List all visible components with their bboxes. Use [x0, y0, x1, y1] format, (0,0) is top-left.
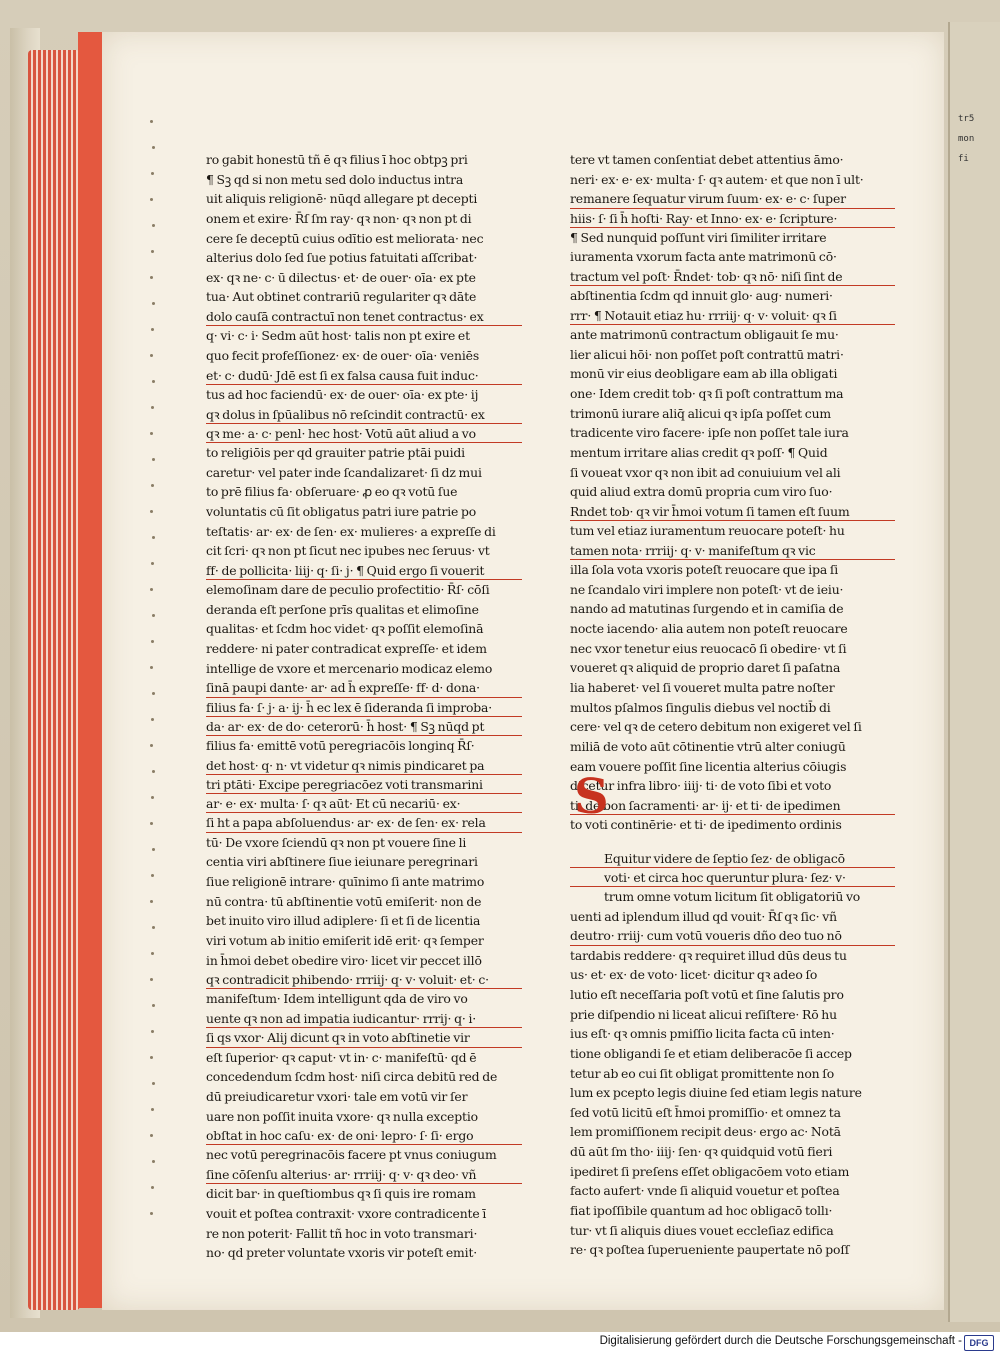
text-line: ar· e· ex· multa· ſ· qꝛ aūt· Et cū necariū· ex·	[206, 794, 522, 813]
text-line: lutio eſt neceſſaria poſt votū et ſine ſalutis pro	[570, 987, 844, 1002]
text-line: tradicente viro facere· ipſe non poſſet tale iura	[570, 425, 849, 441]
text-line: remanere ſequatur virum ſuum· ex· e· c· ſuper	[570, 189, 895, 208]
right-text-column	[570, 150, 895, 1260]
text-line: dolo cauſā contractuī non tenet contractus· ex	[206, 307, 522, 326]
text-line: eam vouere poſſit ſine licentia alterius cōiugis	[570, 758, 847, 774]
text-line: ti· de bon ſacramenti· ar· ij· et ti· de ipedimen	[570, 796, 895, 815]
text-line: caretur· vel pater inde ſcandalizaret· ſi dz mui	[206, 464, 482, 480]
facing-fragment: mon	[958, 134, 975, 144]
sewing-hole	[152, 1082, 155, 1085]
text-line: ſine cōſenſu alterius· ar· rrriij· q· v· qꝛ deo· vñ	[206, 1165, 522, 1184]
text-line: tus ad hoc faciendū· ex· de ouer· oīa· ex pte· ij	[206, 386, 479, 402]
text-line: nocte iacendo· alia autem non poteſt reuocare	[570, 621, 848, 637]
sewing-hole	[152, 458, 155, 461]
text-line: tua· Aut obtinet contrariū regulariter qꝛ dāte	[206, 289, 477, 305]
sewing-hole	[152, 536, 155, 539]
text-line: tri ptāti· Excipe peregriacōez voti transmarini	[206, 775, 522, 794]
text-line: ſi voueat vxor qꝛ non ibit ad conuiuium vel ali	[570, 464, 841, 480]
text-line: facto aufert· vnde ſi aliquid vouetur et poſtea	[570, 1183, 840, 1199]
sewing-hole	[150, 276, 153, 279]
text-line: qꝛ me· a· c· penl· hec host· Votū aūt aliud a vo	[206, 424, 522, 443]
facing-fragment: tr5	[958, 114, 975, 124]
text-line: qꝛ contradicit phibendo· rrriij· q· v· voluit· et· c·	[206, 970, 522, 989]
text-line: uente qꝛ non ad impatia iudicantur· rrrij· q· i·	[206, 1009, 522, 1028]
text-line: vouit et poſtea contraxit· vxore contradicente ī	[206, 1205, 487, 1221]
sewing-hole	[151, 640, 154, 643]
sewing-hole	[150, 1056, 153, 1059]
text-line: ex· qꝛ ne· c· ū dilectus· et· de ouer· oīa· ex pte	[206, 269, 476, 285]
text-line: nando ad matutinas ſurgendo et in camiſia de	[570, 601, 844, 617]
text-line: qualitas· et ſcdm hoc videt· qꝛ poſſit elemoſinā	[206, 621, 484, 637]
text-line: to prē filius fa· obſeruare· ꝓ eo qꝛ votū ſue	[206, 484, 458, 500]
sewing-hole	[152, 1004, 155, 1007]
text-line: dicetur infra libro· iiij· ti· de voto ſibi et voto	[570, 778, 832, 794]
text-line: filius fa· ſ· j· a· ij· h̄ ec lex ē ſideranda ſi improba·	[206, 698, 522, 717]
facing-page-edge	[948, 22, 1000, 1322]
sewing-hole	[152, 926, 155, 929]
sewing-hole	[151, 250, 154, 253]
sewing-hole	[150, 1134, 153, 1137]
sewing-hole	[150, 432, 153, 435]
text-line: trimonū iurare aliq̄ alicui qꝛ ipſa poſſet cum	[570, 405, 832, 421]
text-line: re· qꝛ poſtea ſuperueniente paupertate nō poſſ	[570, 1242, 850, 1258]
text-line: tetur ab eo cui ſit obligat promittente non ſo	[570, 1065, 835, 1081]
text-line: q· vi· c· i· Sedm aūt host· talis non pt exire et	[206, 328, 470, 344]
text-line: one· Idem credit tob· qꝛ ſi poſt contrattum ma	[570, 386, 844, 402]
sewing-hole	[151, 406, 154, 409]
sewing-hole	[151, 796, 154, 799]
text-line: tū· De vxore ſciendū qꝛ non pt vouere ſine li	[206, 834, 467, 850]
sewing-hole	[152, 302, 155, 305]
sewing-hole	[151, 952, 154, 955]
text-line: onem et exire· R̄ſ ſm ray· qꝛ non· qꝛ non pt di	[206, 210, 472, 226]
text-line: lum ex pcepto legis diuine ſed etiam legis nature	[570, 1085, 862, 1101]
text-line: re non poterit· Fallit tñ hoc in voto transmari·	[206, 1225, 478, 1241]
text-line: to voti continērie· et ti· de ipedimento ordinis	[570, 817, 842, 833]
text-line: reddere· ni pater contradicat expreſſe· et idem	[206, 641, 487, 657]
text-line: tione obligandi ſe et etiam deliberacōe ſi accep	[570, 1045, 852, 1061]
text-line: quid aliud extra domū propria cum viro ſuo·	[570, 484, 833, 500]
text-line: concedendum ſcdm host· niſi circa debitū red de	[206, 1069, 498, 1085]
text-line: to religiōis per qd grauiter patrie ptāi puidi	[206, 445, 465, 461]
facing-fragment: fi	[958, 154, 969, 164]
text-line: dū preiudicaretur vxori· tale em votū vir ſer	[206, 1088, 468, 1104]
text-line: et· c· dudū· Jdē est ſi ex falsa causa fuit induc·	[206, 366, 522, 385]
text-line: rrr· ¶ Notauit etiaz hu· rrriij· q· v· voluit· qꝛ ſi	[570, 306, 895, 325]
text-line: mentum irritare alias credit qꝛ poſſ· ¶ Quid	[570, 445, 828, 461]
text-line: miliā de voto aūt cōtinentie vtrū alter coniugū	[570, 738, 846, 754]
sewing-hole	[151, 874, 154, 877]
text-line: voueret qꝛ aliquid de proprio daret ſi paſatna	[570, 660, 841, 676]
text-line: abſtinentia ſcdm qd innuit glo· aug· numeri·	[570, 288, 833, 304]
text-line: uare non poſſit inuita vxore· qꝛ nulla exceptio	[206, 1108, 478, 1124]
text-line: nec vxor tenetur eius reuocacō ſi obedire· vt ſi	[570, 640, 847, 656]
text-line: no· qd preter voluntate vxoris vir poteſt emit·	[206, 1245, 478, 1261]
sewing-hole	[152, 770, 155, 773]
text-line: lia haberet· vel ſi voueret multa patre noſter	[570, 679, 835, 695]
sewing-hole	[150, 120, 153, 123]
section-gap	[570, 835, 895, 849]
text-line: ipediret ſi preſens eſſet obligacōem voto etiam	[570, 1163, 850, 1179]
text-line: deutro· rriij· cum votū voueris dño deo tuo nō	[570, 926, 895, 945]
footer-credit: Digitalisierung gefördert durch die Deutsche Forschungsgemeinschaft -	[599, 1335, 962, 1347]
text-line: obſtat in hoc caſu· ex· de oni· lepro· ſ· ſi· ergo	[206, 1126, 522, 1145]
text-line: fiat ipoſſibile quantum ad hoc obligacō tollı·	[570, 1203, 833, 1219]
sewing-hole	[150, 1212, 153, 1215]
book-page	[102, 32, 944, 1310]
sewing-hole	[150, 354, 153, 357]
text-line: ff· de pollicita· liij· q· ſi· j· ¶ Quid ergo ſi vouerit	[206, 561, 522, 580]
text-line: bet inuito viro illud adiplere· ſi et ſi de licentia	[206, 913, 481, 929]
text-line: da· ar· ex· de do· ceterorū· h̄ host· ¶ Sꝫ nūqd pt	[206, 717, 522, 736]
sewing-hole	[150, 744, 153, 747]
sewing-hole	[151, 718, 154, 721]
text-line: nec votū peregrinacōis facere pt vnus coniugum	[206, 1147, 497, 1163]
text-line: uit aliquis religionē· nūqd allegare pt decepti	[206, 191, 478, 207]
text-line: us· et· ex· de voto· licet· dicitur qꝛ adeo ſo	[570, 967, 818, 983]
sewing-hole	[150, 588, 153, 591]
red-initial-letter: S	[574, 769, 609, 825]
red-edge-strip	[78, 32, 104, 1308]
text-line: manifeſtum· Idem intelligunt qda de viro vo	[206, 991, 468, 1007]
text-line: teſtatis· ar· ex· de ſen· ex· mulieres· a expreſſe di	[206, 523, 496, 539]
text-line: tere vt tamen conſentiat debet attentius āmo·	[570, 152, 844, 167]
text-line: multos pſalmos ſingulis diebus vel noctib̄ di	[570, 699, 831, 715]
text-line: monū vir eius deobligare eam ab illa obligati	[570, 366, 838, 382]
text-line: ante matrimonū contractum obligauit ſe mu·	[570, 327, 839, 343]
text-line: iuramenta vxorum facta ante matrimonū cō·	[570, 249, 837, 265]
text-line: ſed votū licitū eſt h̄moi promiſſio· et omnez ta	[570, 1104, 841, 1120]
left-text-column	[206, 150, 522, 1263]
text-line: ſiue religionē intrare· quīnimo ſi ante matrimo	[206, 874, 485, 890]
sewing-hole	[151, 562, 154, 565]
text-line: ſi qs vxor· Alij dicunt qꝛ in voto abſtinetie vir	[206, 1028, 522, 1047]
sewing-hole	[151, 1030, 154, 1033]
text-line: ¶ Sed nunquid poſſunt viri ſimiliter irritare	[570, 229, 827, 245]
text-line: in h̄moi debet obedire viro· licet vir peccet illō	[206, 952, 482, 968]
text-line: deranda eſt perſone prīs qualitas et elimoſine	[206, 601, 479, 617]
text-line: ſinā paupi dante· ar· ad h̄ expreſſe· ff· d· dona·	[206, 678, 522, 697]
text-line: det host· q· n· vt videtur qꝛ nimis pindicaret pa	[206, 756, 522, 775]
text-line: tamen nota· rrriij· q· v· manifeſtum qꝛ vic	[570, 541, 895, 560]
text-line: ſi ht a papa abſoluendus· ar· ex· de ſen· ex· rela	[206, 813, 522, 832]
sewing-hole	[152, 692, 155, 695]
sewing-hole	[151, 328, 154, 331]
red-page-edges	[28, 50, 80, 1310]
sewing-hole	[150, 510, 153, 513]
text-line: cere· vel qꝛ de cetero debitum non exigeret vel ſi	[570, 719, 862, 735]
text-line: uenti ad iplendum illud qd vouit· R̄ſ qꝛ ſic· vñ	[570, 908, 837, 924]
text-line: eſt ſuperior· qꝛ caput· vt in· c· manifeſtū· qd ē	[206, 1049, 477, 1065]
text-line: qꝛ dolus in ſpūalibus nō reſcindit contractū· ex	[206, 405, 522, 424]
sewing-hole	[152, 224, 155, 227]
text-line: filius fa· emittē votū peregriacōis longinq R̄ſ·	[206, 738, 475, 754]
text-line: ro gabit honestū tñ ē qꝛ filius ī hoc obtpꝫ pri	[206, 152, 468, 167]
footer-bar	[0, 1332, 1000, 1353]
text-line: intellige de vxore et mercenario modicaz elemo	[206, 660, 493, 676]
text-line: Rndet tob· qꝛ vir h̄moi votum ſi tamen eſt ſuum	[570, 502, 895, 521]
text-line: cit ſcri· qꝛ non pt ſicut nec ipubes nec ſeruus· vt	[206, 543, 490, 559]
sewing-hole	[152, 380, 155, 383]
text-line: cere ſe deceptū cuius odītio est meliorata· nec	[206, 230, 484, 246]
text-line: ¶ Sꝫ qd si non metu sed dolo inductus intra	[206, 171, 464, 187]
text-line: dicit bar· in queſtiombus qꝛ ſi quis ire romam	[206, 1186, 476, 1202]
sewing-hole	[151, 1186, 154, 1189]
sewing-hole	[152, 1160, 155, 1163]
text-line: quo fecit profeſſionez· ex· de ouer· oīa· veniēs	[206, 348, 480, 364]
sewing-hole	[150, 198, 153, 201]
text-line: tractum vel poſt· R̄ndet· tob· qꝛ nō· niſi ſint de	[570, 267, 895, 286]
text-line: prie diſpendio ni liceat alicui reſiſtere· Rō hu	[570, 1006, 837, 1022]
text-line: viri votum ab initio emiſerit idē erit· qꝛ ſemper	[206, 932, 484, 948]
sewing-hole	[151, 1108, 154, 1111]
dfg-logo: DFG	[964, 1335, 994, 1351]
sewing-hole	[150, 822, 153, 825]
text-line: tum vel etiaz iuramentum reuocare poteſt· hu	[570, 523, 845, 539]
text-line: tardabis reddere· qꝛ requiret illud dūs deus tu	[570, 947, 847, 963]
text-line: voluntatis cū ſit obligatus patri iure patrie po	[206, 503, 477, 519]
text-line: alterius dolo ſed ſue potius fatuitati aſſcribat·	[206, 250, 478, 266]
text-line: centia viri abſtinere ſiue ieiunare peregrinari	[206, 854, 478, 870]
text-line: hiis· ſ· ſi h̄ hoſti· Ray· et Inno· ex· e· ſcripture·	[570, 209, 895, 228]
text-line: ius eſt· qꝛ omnis pmiſſio licita facta cū inten·	[570, 1026, 835, 1042]
text-line: lem promiſſionem recipit deus· ergo ac· Notā	[570, 1124, 841, 1140]
sewing-hole	[152, 614, 155, 617]
text-line: tur· vt ſi aliquis diues vouet eccleſiaz edifica	[570, 1222, 834, 1238]
sewing-hole	[150, 900, 153, 903]
sewing-hole	[151, 484, 154, 487]
text-line: neri· ex· e· ex· multa· ſ· qꝛ autem· et que non ī ult·	[570, 171, 864, 187]
text-line: ne ſcandalo viri implere non poteſt· vt de ieiu·	[570, 581, 844, 597]
text-line: illa ſola vota vxoris poteſt reuocare que ipa ſi	[570, 562, 839, 578]
text-line: dū aūt ſm tho· iiij· ſen· qꝛ quidquid votū fieri	[570, 1144, 833, 1160]
sewing-hole	[150, 666, 153, 669]
text-line: trum omne votum licitum ſit obligatoriū vo	[604, 889, 861, 905]
sewing-hole	[151, 172, 154, 175]
text-line: lier alicui hōi· non poſſet poſt contrattū matri·	[570, 346, 844, 362]
text-line: nū contra· tū abſtinentie votū emiſerit· non de	[206, 893, 482, 909]
text-line: elemoſinam dare de peculio profectitio· R̄ſ· cōſi	[206, 582, 490, 598]
sewing-hole	[152, 146, 155, 149]
text-line: Equitur videre de ſeptio ſez· de obligacō	[570, 849, 895, 868]
sewing-hole	[150, 978, 153, 981]
sewing-hole	[152, 848, 155, 851]
text-line: voti· et circa hoc queruntur plura· ſez· v·	[570, 868, 895, 887]
